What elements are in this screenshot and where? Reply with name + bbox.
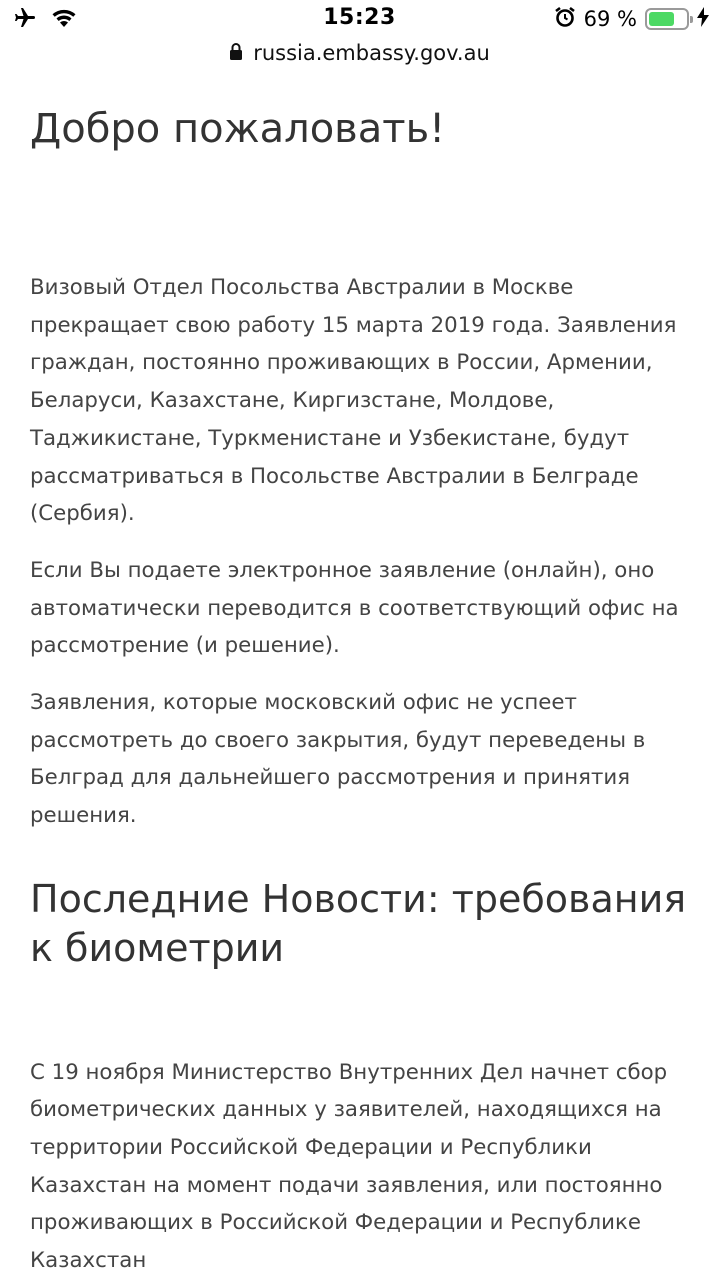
battery-percent: 69 % (583, 7, 637, 31)
alarm-icon (554, 6, 576, 32)
battery-icon (645, 8, 689, 30)
news-heading: Последние Новости: требования к биометрии (30, 876, 687, 971)
url-text[interactable]: russia.embassy.gov.au (253, 41, 490, 65)
lock-icon (229, 42, 243, 64)
status-bar (0, 0, 719, 40)
page-content (30, 70, 695, 1280)
clock-time: 15:23 (323, 5, 396, 30)
paragraph-pending-applications: Заявления, которые московский офис не успеет рассмотреть до своего закрытия, будут переведены в Белград для дальнейшего рассмотрения и принятия решения. (30, 690, 646, 829)
address-bar[interactable] (0, 36, 719, 70)
paragraph-online-application: Если Вы подаете электронное заявление (онлайн), оно автоматически переводится в соответствующий офис на рассмотрение (и решение). (30, 557, 679, 659)
battery-level (649, 12, 674, 26)
paragraph-biometrics-news: С 19 ноября Министерство Внутренних Дел начнет сбор биометрических данных у заявителей, находящихся на территории Российской Федерации и Республики Казахстан на момент подачи заявления, или постоянно проживающих в Российской Федерации и Республике Казахстан (30, 1059, 668, 1274)
charging-icon (697, 7, 709, 31)
welcome-heading: Добро пожаловать! (30, 106, 446, 152)
paragraph-visa-office-closing: Визовый Отдел Посольства Австралии в Москве прекращает свою работу 15 марта 2019 года. Заявления граждан, постоянно проживающих в России, Армении, Беларуси, Казахстане, Киргизстане, Молдове, Таджикистане, Туркменистане и Узбекистане, будут рассматриваться в Посольстве Австралии в Белграде (Сербия). (30, 275, 677, 527)
